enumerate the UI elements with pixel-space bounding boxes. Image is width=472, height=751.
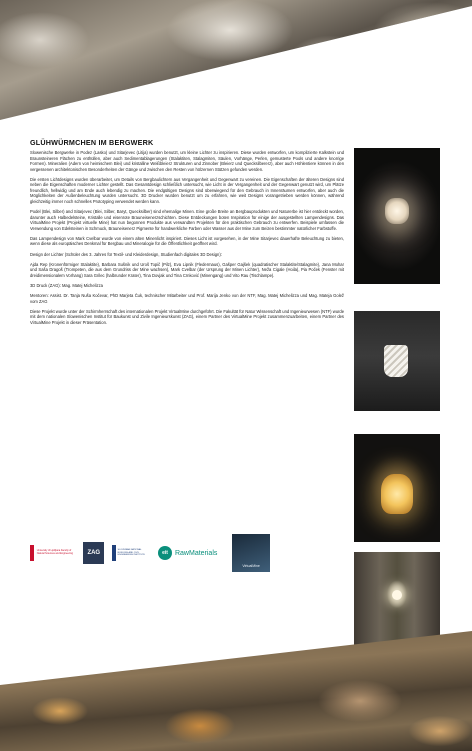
university-ljubljana-logo bbox=[30, 542, 75, 564]
photo-lamp-glow bbox=[354, 148, 440, 284]
lamp-light-shape bbox=[385, 198, 409, 224]
zag-logo: ZAG bbox=[83, 542, 104, 564]
building-institute-logo bbox=[112, 542, 150, 564]
bottom-rock-banner bbox=[0, 631, 472, 751]
paragraph-project: Diese Projekt wurde unter der Schirmherrschaft des internationalen Projekt VirtualMine durchgeführt. Die Fakultät für Natur Wissenschaft und Ingenieurwesen (NTF) wurde mit dem nationalen Slowenischen Institut für Baukunst und Zivile Ingenieurskunst (ZAG), einem Partner des VirtualMine Projekt zusammenzuarbeiten, einem Partner des VirtualMine Projekt in dieser Präsentation. bbox=[30, 308, 344, 325]
paragraph-intro: Slowenische Bergwerke in Podez (Lasko) und Sitarjevec (Litija) wurden benutzt, um kleine Lichter zu inspirieren. Diese wurden entworfen, um komplizierte Kalkstein und Braunsteineren Flächen zu enthüllen, aber auch Sedimentablagerungen (Stalaktiten, Stalagmiten, Säulen, Vorhänge, Perlen, gemusterte Pools und andere knorrige Formen). Mineralien (Adern von heimischem Blei) und kristalline Weißbleierz Strukturen und Zinnober (Bleierz und Quecksilbererz), aber auch Höhlentiere können in den vergessenen architektonischen Besonderheiten der Gänge und zwischen den Resten von hölzernen Stützen gefunden werden. bbox=[30, 150, 344, 172]
university-mark-icon bbox=[30, 545, 34, 561]
partner-logos bbox=[30, 535, 270, 571]
top-rock-banner bbox=[0, 0, 472, 120]
tunnel-light-shape bbox=[392, 590, 402, 600]
eit-logo-text: RawMaterials bbox=[174, 549, 218, 557]
page-title: GLÜHWÜRMCHEN IM BERGWERK bbox=[30, 138, 154, 147]
lamp-yellow-shape bbox=[381, 474, 413, 514]
article bbox=[30, 138, 344, 330]
paragraph-3d-print: 3D Druck (ZAG): Mag. Matej Michelizza bbox=[30, 282, 103, 288]
building-institute-text: SLOVENIAN NATIONAL BUILDING AND CIVIL ENGINEERING INSTITUTE bbox=[117, 548, 145, 557]
paragraph-lamp: Das Lampendesign von Mark Cvelbar wurde von einem alten Minenlicht inspiriert. Dieses Licht ist vorgesehen, in der Mine Sitarjevec dauerhafte Beleuchtung zu bieten, wenn diese als europäisches Denkmal für Bergbau und Mineralogie für die Öffentlichkeit geöffnet wird. bbox=[30, 235, 344, 247]
paragraph-design: Die ersten Lichtdesigns wurden überarbeitet, um Details von Bergbaulichtern aus Vergangenheit und Gegenwart zu vereinen. Die Eigenschaften der älteren Designs sind neben die Eigenschaften moderner Lichter gestellt. Das Gesamtdesign schließlich untersucht, wie Licht in der Vergangenheit und der Gegenwart genutzt wird, um Plätze freundlich, hellwidig und am Ende auch lebendig zu machen. Die endgültigen Designs sind überwiegend für den Gebrauch in Innenräumen entworfen, aber auch die Möglichkeiten der Außenbeleuchtung wurden untersucht. 3D Drucker wurden benutzt um zu erfahren, wie weit Designs vorangetrieben werden können, während gleichzeitig immer noch schnelles Prototyping verwendet werden kann. bbox=[30, 176, 344, 204]
paragraph-mines: Podel (Blei, Silber) and Sitarjevec (Blei, Silber, Baryt, Quecksilber) sind ehemalige Minen. Eine große Breite an Bergbauprodukten und Naturerbe ist hier entdeckt worden, darunter auch Halbedelsteine, Kristalle und eisenrote Brauneisenerzschichten. Diese Entdeckungen boten Inspiration für einige der ausgestellten Lampendesigns. Das VirtualMine Projekt (Projekt virtuelle Mine) hat nun begonnen Produkte aus verwandten Projekten für den praktischen Gebrauch zu entwerfen. Beispiele umfassen die Verwendung von Edelsteinen in Schmuck, Brauneisenerz Pigmente für handwerkliche Farben oder Wasser aus der Mine zum Beizen bestimmter natürlicher Farbstoffe. bbox=[30, 209, 344, 231]
paragraph-mentors: Mentoren: Assist. Dr. Tanja Nuša Kočevar, PhD Marjeta Čuk, technischer Mitarbeiter und Prof. Marija Jenko von der NTF, Mag. Matej Michelizza und Mag. Mateja Golež vom ZAG bbox=[30, 293, 344, 304]
eit-circle-icon: eit bbox=[158, 546, 172, 560]
eit-rawmaterials-logo bbox=[158, 542, 224, 564]
paragraph-designers-heading: Design der Lichter (Schüler des 3. Jahres für Textil- und Kleiderdesign, Studienfach digitales 3D Design): bbox=[30, 251, 222, 257]
building-institute-mark-icon bbox=[112, 545, 116, 561]
university-logo-text: University of Ljubljana Faculty of Natural Sciences and Engineering bbox=[36, 549, 73, 555]
lamp-white-shape bbox=[384, 345, 408, 377]
virtualmine-logo: VirtualMine bbox=[232, 534, 270, 572]
photo-lamp-white bbox=[354, 311, 440, 411]
paragraph-designers: Ajda Rep (Kronenförmiger Stalaktite), Barbara Sušnik und Uroš Topič (Pilz), Eva Lipnik (Fledermaus), Gašper Gajšek (quadratischer Stalaktite/Stalagmite), Jana Mohar und Saša Dragoš (Trompeten, die aus dem Grundriss der Mine wachsen), Mark Cvelbar (der Ursprung der Minen Lichter), Neža Cigale (Hoila), Pia Poček (Fenster mit dreidimensionalem Vorhang) Sara Grilec (halbrunder Krater), Tina Dovjak und Tina Crnković (Minengang) und Vito Rau (Tischlampe). bbox=[30, 261, 344, 278]
photo-lamp-yellow bbox=[354, 434, 440, 542]
